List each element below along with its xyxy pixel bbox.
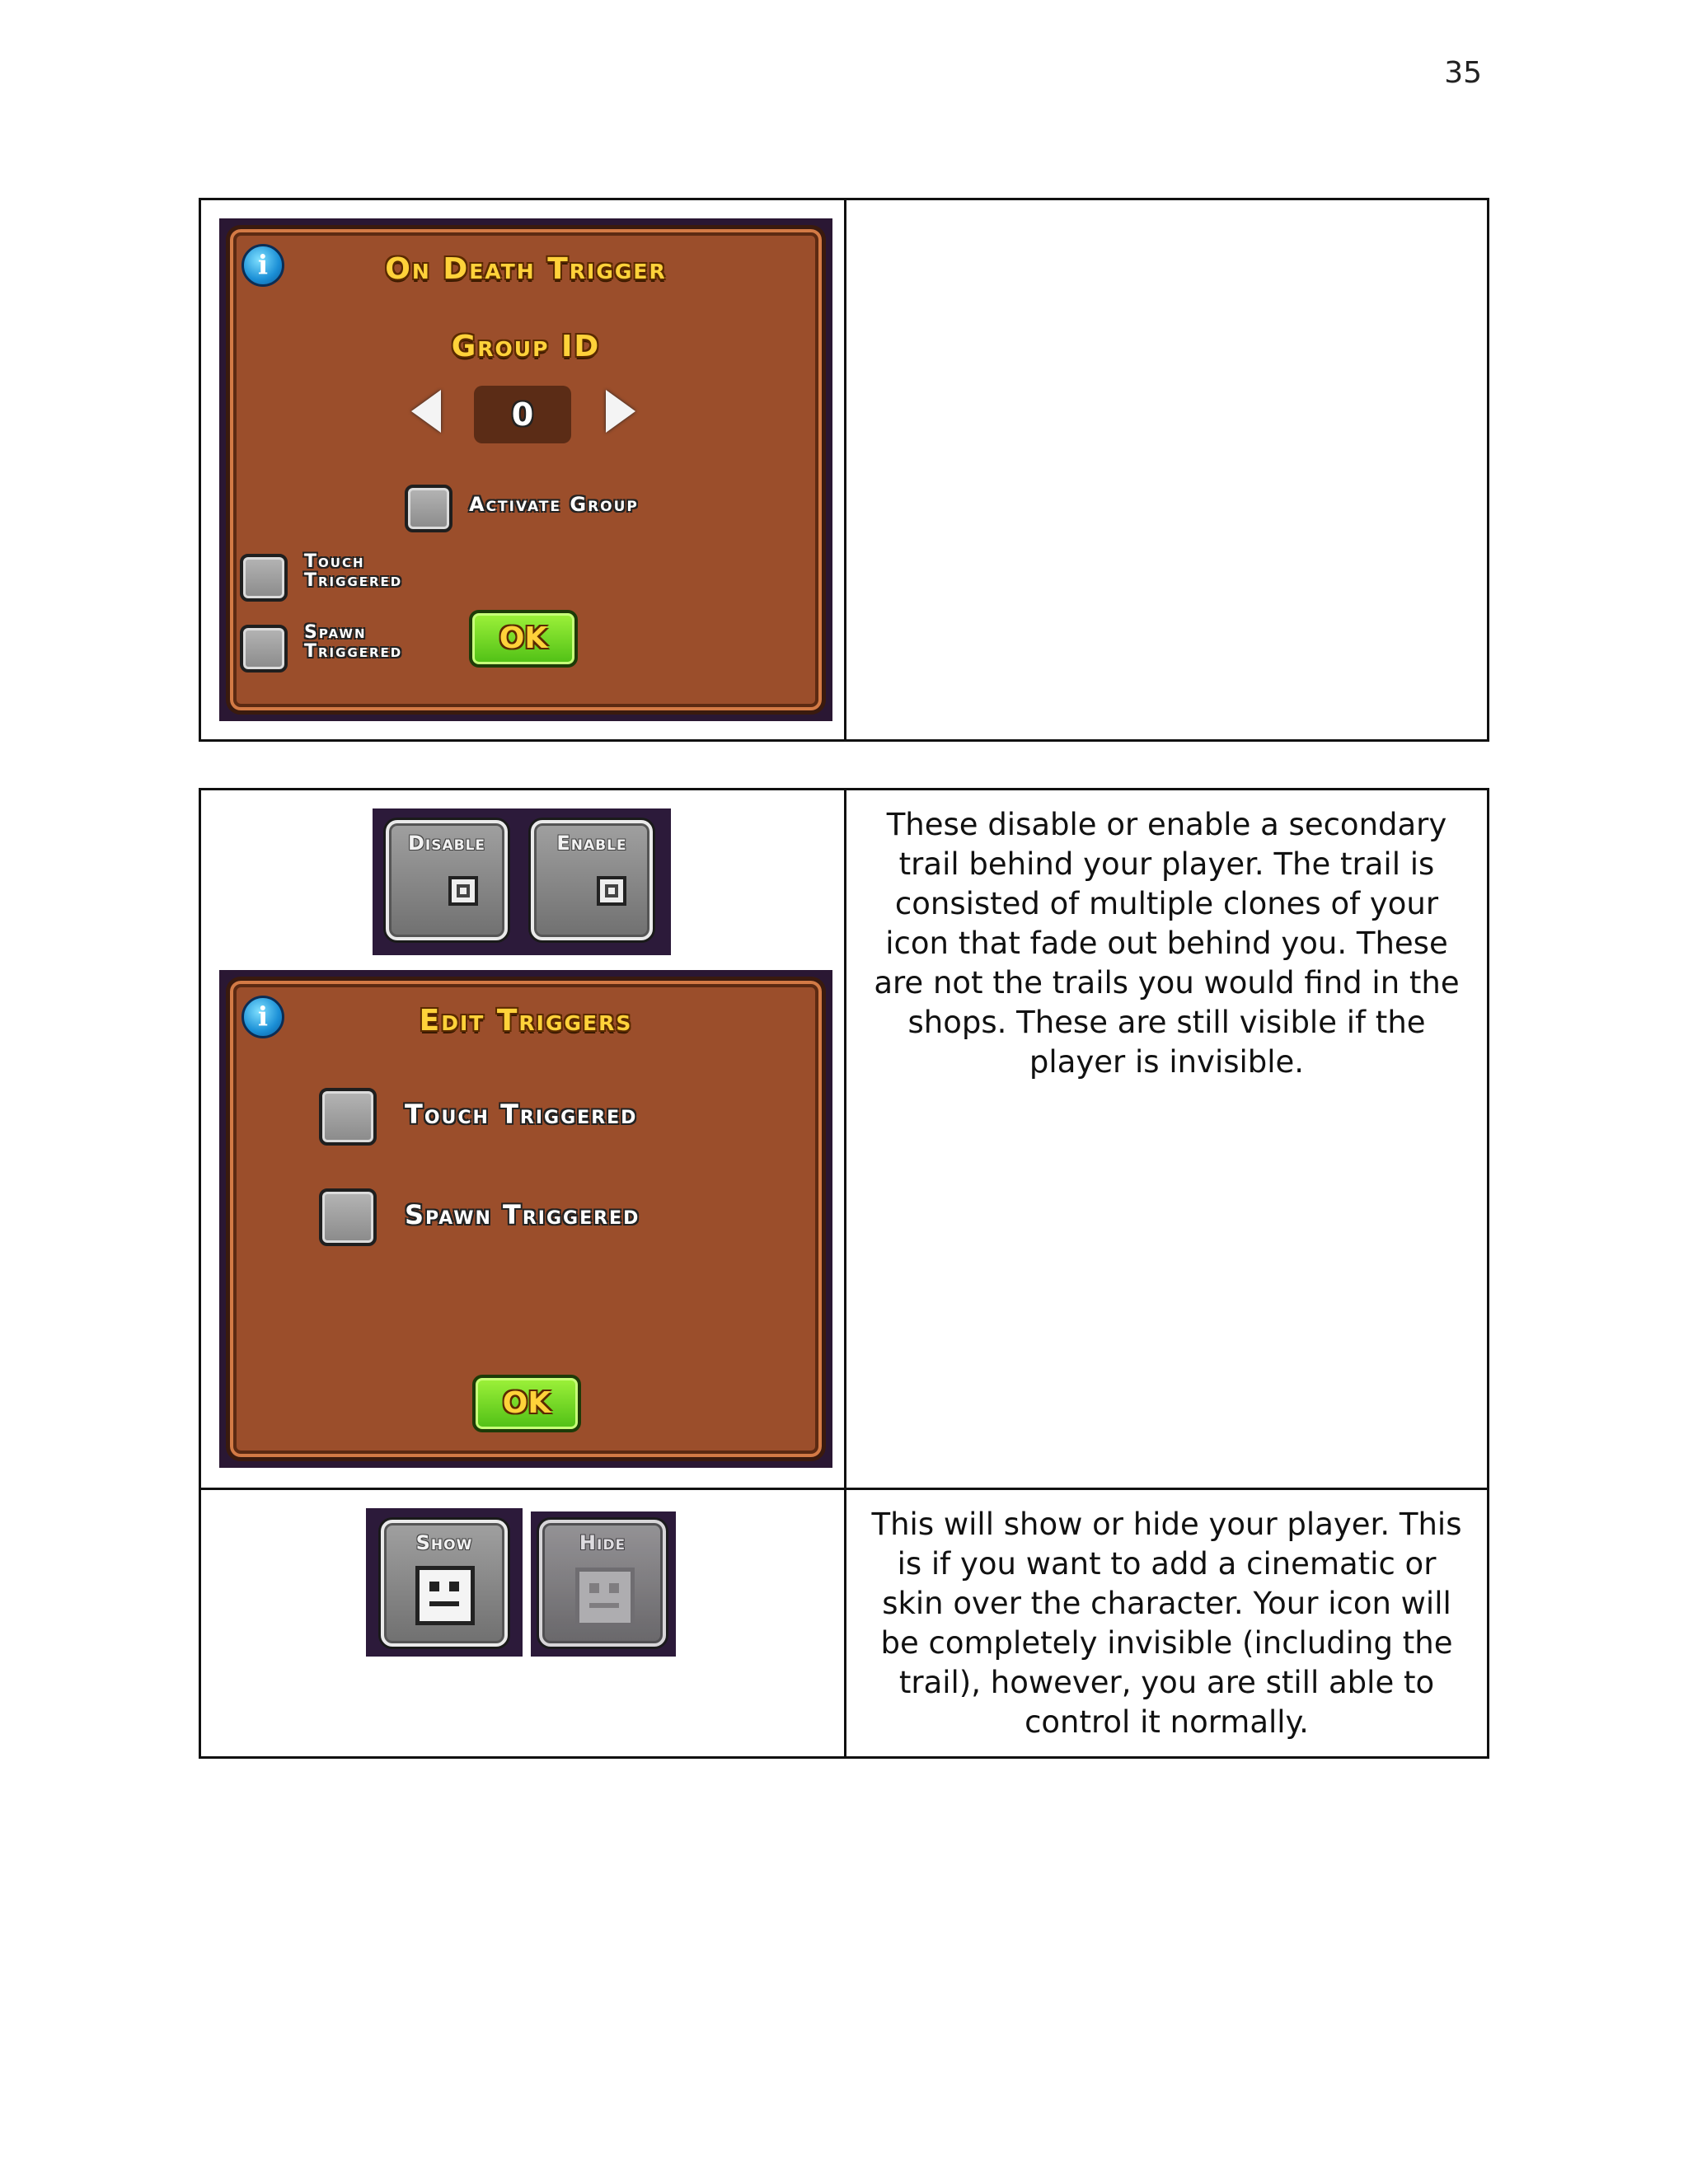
touch-triggered-label — [304, 552, 402, 590]
description-text — [846, 200, 1487, 215]
show-player-button[interactable] — [381, 1520, 508, 1647]
touch-triggered-line1: Touch — [304, 551, 365, 572]
trail-toggle-buttons — [373, 808, 671, 955]
spawn-triggered-checkbox[interactable] — [319, 1188, 377, 1246]
hide-player-button-bg — [531, 1511, 676, 1657]
image-cell — [200, 1489, 846, 1758]
touch-triggered-line2: Triggered — [304, 570, 403, 592]
description-cell — [846, 1489, 1489, 1758]
image-cell — [200, 790, 846, 1489]
trigger-table-2 — [199, 788, 1489, 1759]
info-icon[interactable]: i — [241, 244, 284, 287]
info-icon[interactable]: i — [241, 996, 284, 1038]
trail-square-icon — [448, 876, 478, 906]
decrement-arrow-icon[interactable] — [411, 390, 441, 433]
spawn-triggered-line2: Triggered — [304, 641, 403, 663]
faded-player-cube-icon — [575, 1568, 635, 1627]
activate-group-checkbox[interactable] — [405, 485, 452, 532]
group-id-label: Group ID — [451, 330, 601, 363]
description-text: These disable or enable a secondary trail behind your player. The trail is consisted of multiple clones of your icon that fade out behind you. These are not the trails you would find in the shops. These are still visible if the player is invisible. — [874, 807, 1460, 1080]
disable-label: Disable — [407, 832, 486, 855]
touch-triggered-label: Touch Triggered — [405, 1099, 638, 1130]
description-cell — [846, 790, 1489, 1489]
disable-trail-button[interactable] — [386, 820, 508, 940]
trail-square-icon — [597, 876, 626, 906]
trigger-table-1 — [199, 198, 1489, 742]
show-label: Show — [415, 1531, 473, 1554]
spawn-triggered-label — [304, 623, 402, 661]
description-text: This will show or hide your player. This is if you want to add a cinematic or skin over the character. Your icon will be completely invisible (including the trail), however, you are still able to control it normally. — [871, 1507, 1462, 1740]
ok-button[interactable]: OK — [472, 1375, 581, 1432]
image-cell — [200, 199, 846, 741]
page-number: 35 — [1444, 56, 1482, 90]
touch-triggered-checkbox[interactable] — [240, 554, 288, 602]
hide-label: Hide — [579, 1531, 626, 1554]
spawn-triggered-checkbox[interactable] — [240, 625, 288, 673]
description-cell — [846, 199, 1489, 741]
activate-group-label: Activate Group — [469, 493, 639, 516]
ok-button[interactable]: OK — [469, 610, 578, 668]
group-id-input[interactable]: 0 — [474, 386, 571, 443]
on-death-trigger-panel — [219, 218, 832, 721]
hide-player-button[interactable] — [539, 1520, 666, 1647]
show-player-button-bg — [366, 1508, 523, 1657]
edit-triggers-panel — [219, 970, 832, 1468]
enable-trail-button[interactable] — [531, 820, 653, 940]
increment-arrow-icon[interactable] — [606, 390, 635, 433]
player-cube-icon — [415, 1566, 475, 1625]
spawn-triggered-line1: Spawn — [304, 622, 367, 643]
panel-title: Edit Triggers — [419, 1004, 633, 1038]
panel-title: On Death Trigger — [385, 252, 667, 286]
spawn-triggered-label: Spawn Triggered — [405, 1199, 640, 1230]
enable-label: Enable — [556, 832, 627, 855]
touch-triggered-checkbox[interactable] — [319, 1088, 377, 1146]
